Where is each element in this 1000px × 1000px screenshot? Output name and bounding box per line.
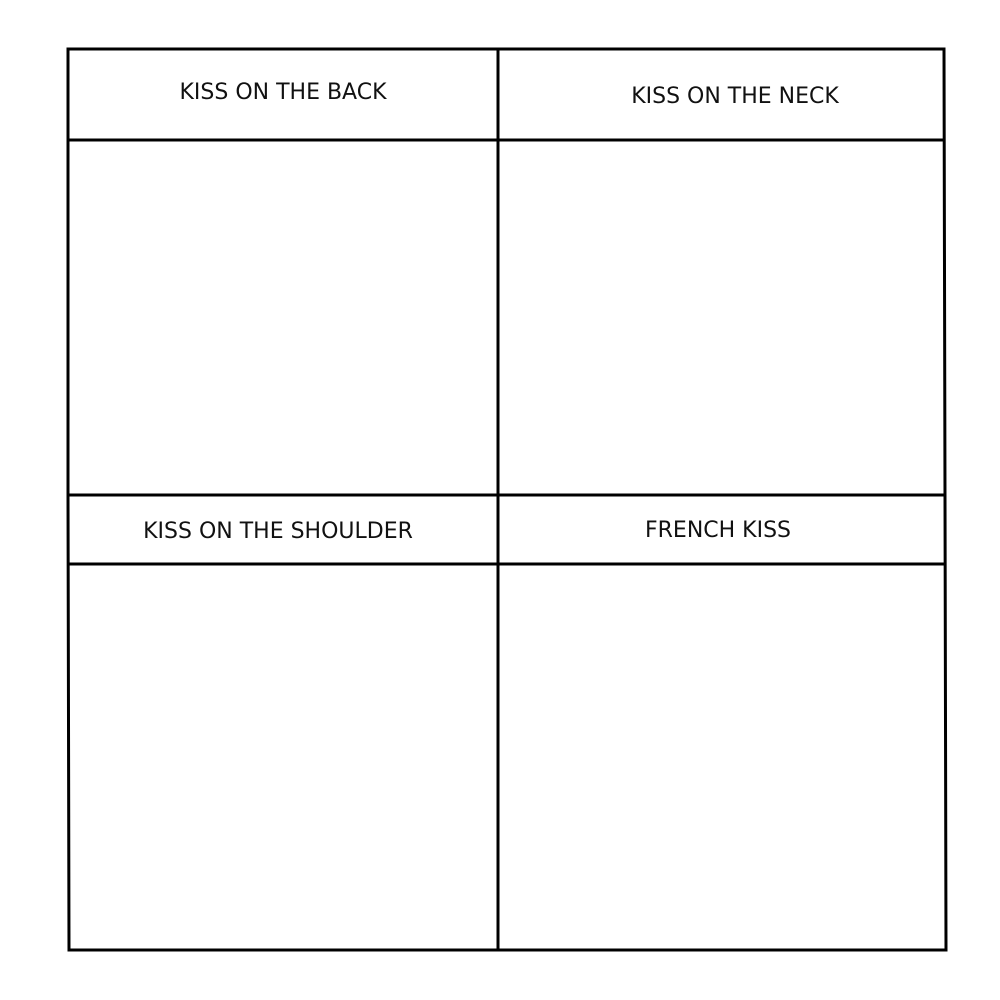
panel-label-shoulder: KISS ON THE SHOULDER bbox=[143, 519, 413, 544]
panel-label-french: FRENCH KISS bbox=[644, 518, 792, 543]
panel-label-back: KISS ON THE BACK bbox=[179, 80, 387, 105]
panel-body-back bbox=[70, 142, 496, 493]
panel-body-shoulder bbox=[70, 566, 496, 948]
panel-body-french bbox=[500, 566, 944, 948]
panel-label-neck: KISS ON THE NECK bbox=[631, 84, 839, 109]
panel-body-neck bbox=[500, 142, 943, 493]
